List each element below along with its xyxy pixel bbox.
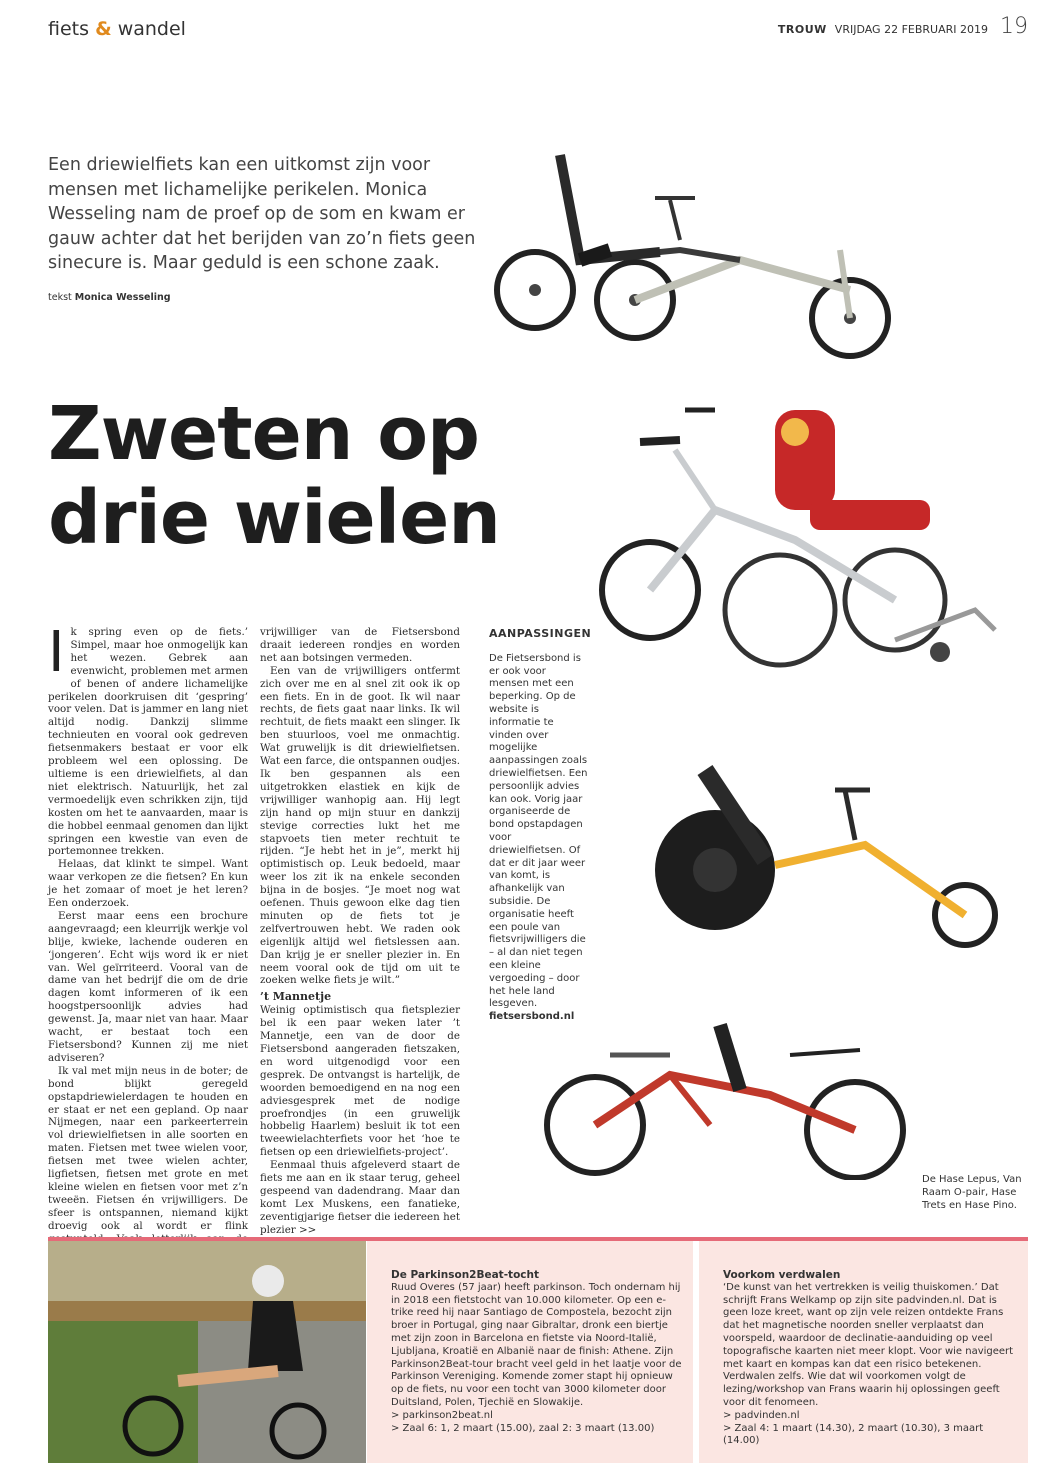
box-dates: > Zaal 6: 1, 2 maart (15.00), zaal 2: 3 maart (13.00)	[391, 1422, 655, 1434]
box-title: De Parkinson2Beat-tocht	[391, 1269, 540, 1281]
paragraph: Helaas, dat klinkt te simpel. Want waar verkopen ze die fietsen? En kun je het zomaar of moet je het leren? Een onderzoek.	[48, 858, 248, 910]
section-name-1: fiets	[48, 18, 90, 40]
trike-photo-1	[480, 140, 940, 370]
paragraph: k spring even op de fiets.’ Simpel, maar hoe onmogelijk kan het wezen. Gebrek aan evenwicht, problemen met armen of benen of andere lichamelijke perikelen doorkruisen dit ‘gespring’ voor velen. Dat is jammer en lang niet altijd nodig. Dankzij slimme technieuten en vooral ook gedreven fietsenmakers bestaat er voor elk probleem wel een oplossing. De ultieme is een driewielfiets, al dan niet elektrisch. Natuurlijk, het zal vermoedelijk even schrikken zijn, tijd kosten om het te aanvaarden, maar is die hobbel eenmaal genomen dan lijkt springen een kwestie van even de portemonnee trekken.	[48, 626, 248, 858]
paragraph: Eenmaal thuis afgeleverd staart de fiets me aan en ik staar terug, geheel gespeend van dadendrang. Maar dan komt Lex Muskens, een fanatieke, zeventigjarige fietser die iedereen het plezier >>	[260, 1159, 460, 1236]
byline-author: Monica Wesseling	[74, 292, 171, 303]
cyclist-photo	[48, 1241, 366, 1463]
box-text: ‘De kunst van het vertrekken is veilig thuiskomen.’ Dat schrijft Frans Welkamp op zijn site padvinden.nl. Dat is geen loze kreet, want op zijn vele reizen ontdekte Frans dat het magnetische noorden sneller verplaatst dan voorspeld, waardoor de declinatie-aanduiding op veel topografische kaarten niet meer klopt. Voor wie navigeert met kaart en kompas kan dat een risico betekenen. Verdwalen zelfs. Wie dat wil voorkomen volgt de lezing/workshop van Frans waarin hij oplossingen geeft voor dit fenomeen.	[723, 1281, 1014, 1408]
drop-cap: I	[48, 620, 65, 685]
section-name-2: wandel	[117, 18, 186, 40]
article-intro: Een driewielfiets kan een uitkomst zijn voor mensen met lichamelijke perikelen. Monica Wesseling nam de proef op de som en kwam er gauw achter dat het berijden van zo’n fiets geen sinecure is. Maar geduld is een schone zaak.	[48, 155, 476, 273]
article-column-2	[260, 626, 460, 1237]
photo-caption: De Hase Lepus, Van Raam O-pair, Hase Trets en Hase Pino.	[922, 1174, 1022, 1211]
paragraph: Weinig optimistisch qua fietsplezier bel ik een paar weken later ’t Mannetje, een van de door de Fietsersbond aangeraden fietszaken, en word uitgenodigd voor een gesprek. De ontvangst is hartelijk, de woorden bemoedigend en na nog een adviesgesprek met de nodige proefrondjes (in een gruwelijk hobbelig Haarlem) besluit ik tot een tweewielachterfiets voor het ‘hoe te fietsen op een driewielfiets-project’.	[260, 1004, 460, 1159]
subheading: ’t Mannetje	[260, 990, 332, 1004]
trike-photo-3	[655, 750, 1005, 950]
headline	[48, 392, 568, 560]
info-box-verdwalen	[699, 1241, 1028, 1463]
paragraph: Eerst maar eens een brochure aangevraagd; een kleurrijk werkje vol blije, kwieke, lachende ouderen en ‘jongeren’. Echt wijs word ik er niet van. Wel geïrriteerd. Vooral van de dame van het bedrijf die om de drie dagen komt informeren of ik een hoogstpersoonlijk advies had gewenst. Ja, maar niet van haar. Maar wacht, er bestaat toch een Fietsersbond? Kunnen zij me niet adviseren?	[48, 909, 248, 1064]
sidebar-aanpassingen	[489, 627, 592, 1024]
page-header	[48, 14, 1028, 50]
box-title: Voorkom verdwalen	[723, 1269, 841, 1281]
box-text: Ruud Overes (57 jaar) heeft parkinson. Toch ondernam hij in 2018 een fietstocht van 10.000 kilometer. Op een e-trike reed hij naar Santiago de Compostela, bezocht zijn broer in Portugal, ging naar Gibraltar, dronk een biertje met zijn zoon in Barcelona en fietste via Noord-Italië, Ljubljana, Kroatië en Albanië naar de finish: Athene. Zijn Parkinson2Beat-tour bracht veel geld in het laatje voor de Parkinson Vereniging. Komende zomer stapt hij opnieuw op de fiets, nu voor een tocht van 3000 kilometer door Duitsland, Polen, Tjechië en Slowakije.	[391, 1281, 682, 1408]
paragraph: Een van de vrijwilligers ontfermt zich over me en al snel zit ook ik op een fiets. En in de goot. Ik wil naar rechts, de fiets gaat naar links. Ik wil rechtuit, de fiets maakt een slinger. Ik ben stuurloos, voel me onmachtig. Wat gruwelijk is dit driewielfietsen. Wat een farce, die ontspannen oudjes. Ik ben gespannen als een uitgetrokken elastiek en kijk de vrijwilliger wanhopig aan. Hij legt zijn hand op mijn stuur en dankzij stevige correcties lukt het me stapvoets tien meter rechtuit te rijden. “Je hebt het in je”, merkt hij optimistisch op. Leuk bedoeld, maar weer los zit ik na enkele seconden bijna in de bosjes. “Je moet nog wat oefenen. Thuis gewoon elke dag tien minuten op de fiets tot je zelfvertrouwen hebt. We raden ook eigenlijk altijd wel fietslessen aan. Dan krijg je er sneller plezier in. En neem vooral ook de tijd om uit te zoeken welke fiets je wilt.”	[260, 664, 460, 987]
publication-info	[777, 14, 1028, 39]
sidebar-title: AANPASSINGEN	[489, 627, 592, 640]
sidebar-link[interactable]: fietsersbond.nl	[489, 1011, 575, 1023]
article-column-1	[48, 620, 248, 1258]
page-number: 19	[1000, 14, 1028, 39]
trike-photo-2	[595, 390, 1015, 680]
headline-line-2: drie wielen	[48, 475, 500, 561]
paragraph: vrijwilliger van de Fietsersbond draait iedereen rondjes en worden net aan botsingen vermeden.	[260, 626, 460, 664]
tandem-photo	[530, 1020, 920, 1180]
paragraph: Ik val met mijn neus in de boter; de bond blijkt geregeld opstapdriewielerdagen te houden en er staat er net een gepland. Op naar Nijmegen, naar een parkeerterrein vol driewielfietsen in alle soorten en maten. Fietsen met twee wielen voor, fietsen met twee wielen achter, ligfietsen, fietsen met grote en met kleine wielen en fietsen voor met z’n tweeën. Fietsen én vrijwilligers. De sfeer is ontspannen, niemand kijkt droevig ook al wordt er flink	[48, 1064, 248, 1232]
byline	[48, 292, 171, 303]
box-dates: > Zaal 4: 1 maart (14.30), 2 maart (10.30), 3 maart (14.00)	[723, 1422, 984, 1447]
issue-date: VRIJDAG 22 FEBRUARI 2019	[834, 23, 988, 36]
info-box-parkinson	[367, 1241, 693, 1463]
sidebar-text: De Fietsersbond is er ook voor mensen met een beperking. Op de website is informatie te vinden over mogelijke aanpassingen zoals driewielfietsen. Een persoonlijk advies kan ook. Vorig jaar organiseerde de bond opstapdagen voor driewielfietsen. Of dat er dit jaar weer van komt, is afhankelijk van subsidie. De organisatie heeft een poule van fietsvrijwilligers die – al dan niet tegen een kleine vergoeding – door het hele land lesgeven.	[489, 652, 588, 1010]
box-link[interactable]: > padvinden.nl	[723, 1409, 800, 1421]
byline-label: tekst	[48, 292, 72, 303]
section-label	[48, 18, 186, 40]
headline-line-1: Zweten op	[48, 391, 480, 477]
box-link[interactable]: > parkinson2beat.nl	[391, 1409, 493, 1421]
section-ampersand: &	[95, 18, 112, 40]
newspaper-name: TROUW	[777, 23, 827, 36]
